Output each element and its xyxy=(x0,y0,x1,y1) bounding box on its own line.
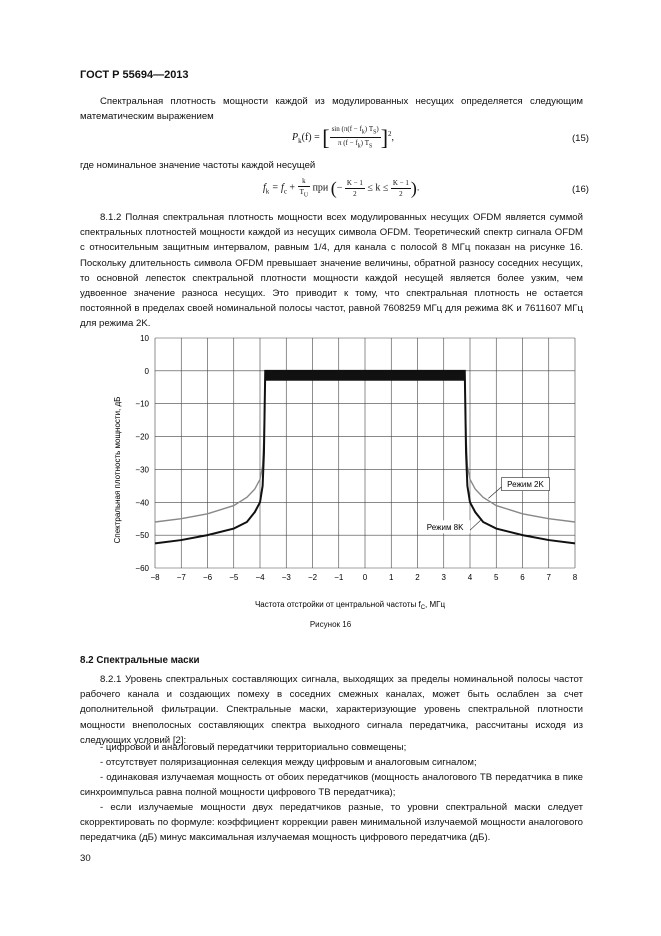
eq16-lhs: f xyxy=(263,182,266,194)
eq16-k2-num: K − 1 xyxy=(392,178,409,187)
equation-16: $f_k = f_c$ + $\frac{k}{T_U}$ при (− $\frac{K - 1}{2}$ ≤ k ≤ $\frac{K - 1}{2}$ ). xyxy=(263,177,420,199)
eq16-le: ≤ k ≤ xyxy=(367,182,389,194)
x-tick-label: 7 xyxy=(546,573,551,582)
document-header: ГОСТ Р 55694—2013 xyxy=(80,69,189,81)
list-item-1: - цифровой и аналоговый передатчики территориально совмещены; xyxy=(100,742,407,753)
eq15-lhs-arg: (f) = xyxy=(301,132,320,144)
annotation-8k: Режим 8K xyxy=(426,522,464,532)
eq16-k2-den: 2 xyxy=(399,189,403,198)
y-tick-label: −20 xyxy=(135,432,149,442)
x-tick-labels xyxy=(150,573,577,582)
y-tick-label: −50 xyxy=(135,531,149,541)
eq16-k-den-sub: U xyxy=(303,192,309,199)
x-tick-label: −3 xyxy=(281,573,291,582)
figure-caption: Рисунок 16 xyxy=(309,620,352,629)
x-tick-label: −8 xyxy=(150,573,160,582)
eq15-close-bracket: ] xyxy=(380,124,389,150)
eq16-k-num: k xyxy=(298,176,311,187)
list-item-4: - если излучаемые мощности двух передатчиков разные, то уровни спектральной маски следует скорректировать по формуле: коэффициент коррекции равен минимальной излучаемой мощности аналогового передатчика (дБ) минус максимальная излучаемая мощность цифрового передатчика (дБ). xyxy=(80,802,583,844)
x-tick-label: 4 xyxy=(467,573,473,582)
paragraph-8-1-2: 8.1.2 Полная спектральная плотность мощности всех модулированных несущих OFDM является суммой спектральных плотностей мощности каждой из несущих символа OFDM. Теоретический спектр сигнала OFDM с относительным защитным интервалом, равным 1/4, для канала с полосой 8 МГц показан на рисунке 16. Поскольку длительность символа OFDM превышает значение величины, обратной разносу соседних несущих, то основной лепесток спектральной плотности мощности каждой несущей является более узким, чем удвоенное значение разноса несущих. Это приводит к тому, что спектральная плотность не остается постоянной в пределах своей номинальной полосы частот, равной 7608259 МГц для режима 8K и 7611607 МГц для режима 2K. xyxy=(80,212,583,330)
eq15-power: 2 xyxy=(388,129,392,138)
nominal-band xyxy=(265,371,465,381)
list-item-3: - одинаковая излучаемая мощность от обоих передатчиков (мощность аналогового ТВ передатчика в пике синхроимпульса равна полной мощности цифрового ТВ передатчика); xyxy=(80,772,583,799)
x-tick-label: 8 xyxy=(572,573,578,582)
y-tick-label: −30 xyxy=(135,465,149,475)
eq16-k2-fraction xyxy=(391,178,411,199)
chart-band xyxy=(265,371,465,381)
y-tick-label: −60 xyxy=(135,564,149,573)
x-tick-label: 2 xyxy=(415,573,420,582)
y-tick-label: −40 xyxy=(135,498,149,508)
annotation-8k-leader xyxy=(470,520,481,530)
eq16-k-fraction xyxy=(298,176,311,200)
equation-15: $P_k(f)$ = [ $\frac{\sin (\pi(f - f_k) T_S)}{\pi (f - f_k) T_S}$ ]$^2$, xyxy=(292,124,395,150)
y-tick-label: 0 xyxy=(144,366,149,376)
x-tick-label: −7 xyxy=(176,573,186,582)
section-title: 8.2 Спектральные маски xyxy=(80,655,200,666)
eq15-lhs-sub: k xyxy=(298,137,302,146)
eq16-minus: − xyxy=(336,182,343,194)
paragraph-intro: Спектральная плотность мощности каждой из модулированных несущих определяется следующим математическим выражением xyxy=(80,96,583,123)
eq15-num-tail: ) T xyxy=(364,125,374,133)
x-tick-label: −1 xyxy=(334,573,344,582)
eq16-fc-sub: c xyxy=(283,187,287,196)
eq16-k1-fraction xyxy=(345,178,365,199)
eq16-lhs-sub: k xyxy=(265,187,270,196)
eq15-num-sub: k xyxy=(361,129,365,136)
x-tick-label: −6 xyxy=(202,573,213,582)
spectrum-chart xyxy=(100,330,590,615)
eq16-open-paren: ( xyxy=(330,178,337,199)
y-tick-label: −10 xyxy=(135,399,149,409)
eq15-den: π (f − f xyxy=(338,139,358,148)
paragraph-8-2-1: 8.2.1 Уровень спектральных составляющих сигнала, выходящих за пределы номинальной полосы частот рабочего канала и создающих помеху в соседних смежных каналах, может быть ослаблен за счет дополнительной фильтрации. Спектральные маски, характеризующие уровень спектральной плотности мощности внеполосных составляющих спектра выходного сигнала передатчика, рассчитаны исходя из следующих условий [2]: xyxy=(80,674,583,746)
eq16-eq: = f xyxy=(271,182,284,194)
list-item-2: - отсутствует поляризационная селекция между цифровым и аналоговым сигналом; xyxy=(100,757,477,768)
x-tick-label: 5 xyxy=(494,573,499,582)
eq16-pri: при xyxy=(312,182,329,194)
annotation-2k: Режим 2K xyxy=(507,480,544,490)
x-tick-label: −4 xyxy=(255,573,265,582)
eq16-k-den: T xyxy=(299,188,304,196)
eq15-den-tail-sub: S xyxy=(369,143,373,150)
x-tick-label: 3 xyxy=(441,573,446,582)
eq16-plus: + xyxy=(289,182,296,194)
eq15-den-sub: k xyxy=(357,143,361,150)
y-axis-label: Спектральная плотность мощности, дБ xyxy=(113,396,122,544)
eq15-fraction xyxy=(330,124,381,152)
x-tick-label: 1 xyxy=(389,573,394,582)
paragraph-nominal: где номинальное значение частоты каждой несущей xyxy=(80,160,316,171)
x-tick-label: 0 xyxy=(362,573,368,582)
eq16-k1-den: 2 xyxy=(353,189,357,198)
eq16-close-paren: ) xyxy=(410,178,417,199)
x-tick-label: −5 xyxy=(229,573,239,582)
page-number: 30 xyxy=(80,853,91,864)
eq16-k1-num: K − 1 xyxy=(346,178,363,187)
equation-15-label: (15) xyxy=(571,133,589,144)
eq15-open-bracket: [ xyxy=(322,124,330,150)
eq15-num-close: ) xyxy=(376,125,379,133)
annotation-2k-leader xyxy=(488,487,501,499)
x-axis-label: Частота отстройки от центральной частоты $f_C$, МГц xyxy=(254,600,446,611)
x-axis-label-unit: , МГц xyxy=(425,600,446,609)
x-axis-label-sub: C xyxy=(420,605,426,611)
y-tick-label: 10 xyxy=(140,334,149,343)
x-tick-label: 6 xyxy=(520,573,525,582)
eq15-lhs: P xyxy=(292,132,299,144)
eq15-num-tail-sub: S xyxy=(373,129,377,136)
chart-annotations xyxy=(420,478,549,534)
eq15-num: sin (π(f − f xyxy=(331,125,362,133)
equation-16-label: (16) xyxy=(571,184,589,195)
x-tick-label: −2 xyxy=(307,573,318,582)
eq15-den-tail: ) T xyxy=(360,139,370,148)
y-tick-labels xyxy=(135,334,149,573)
